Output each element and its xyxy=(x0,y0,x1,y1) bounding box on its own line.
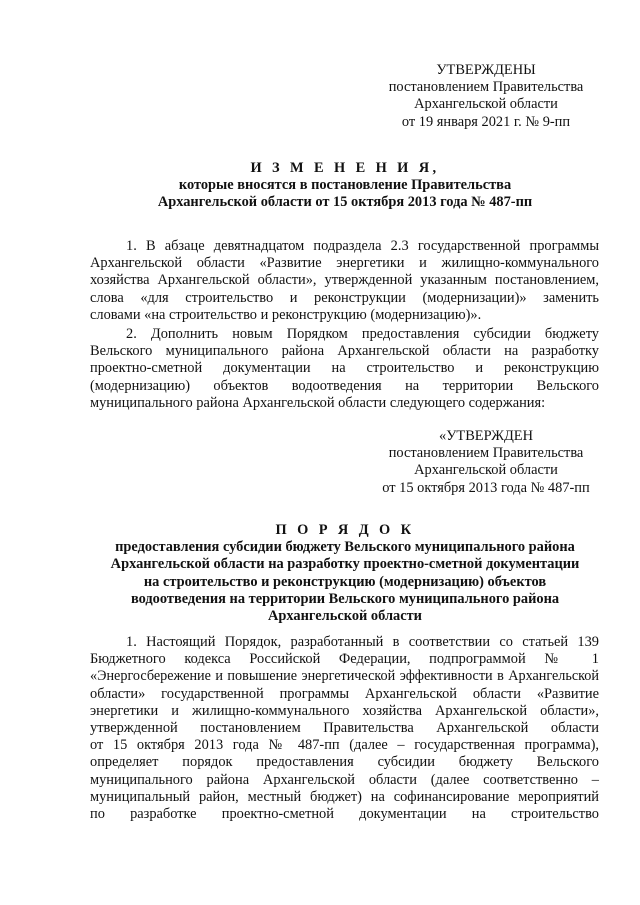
paragraph-line: 2. Дополнить новым Порядком предоставления субсидии бюджету xyxy=(126,326,599,342)
order-heading: П О Р Я Д О К xyxy=(275,522,415,538)
changes-subtitle-line: Архангельской области от 15 октября 2013 года № 487-пп xyxy=(157,194,533,211)
changes-heading: И З М Е Н Е Н И Я, xyxy=(250,160,440,176)
item-1-paragraph xyxy=(90,238,599,324)
inner-approval-line: «УТВЕРЖДЕН xyxy=(439,428,533,444)
paragraph-line: муниципальный район, местный бюджет) на софинансирование мероприятий xyxy=(90,788,599,805)
order-subtitle-line: на строительство и реконструкцию (модернизацию) объектов xyxy=(143,573,547,590)
order-subtitle-line: Архангельской области xyxy=(268,608,422,625)
paragraph-line: проектно-сметной документации на строительство и реконструкцию xyxy=(90,360,599,377)
paragraph-line: словами «на строительство и реконструкцию (модернизацию)». xyxy=(90,306,482,323)
order-item-1-paragraph xyxy=(90,634,599,823)
paragraph-line: области» государственной программы Архангельской области «Развитие xyxy=(90,685,599,702)
paragraph-line: муниципального района Архангельской области следующего содержания: xyxy=(90,394,546,411)
paragraph-line: утвержденной постановлением Правительства Архангельской области xyxy=(90,719,599,736)
paragraph-line: 1. В абзаце девятнадцатом подраздела 2.3 государственной программы xyxy=(126,238,599,254)
approval-stamp-line: Архангельской области xyxy=(414,96,558,113)
paragraph-line: Бюджетного кодекса Российской Федерации, подпрограммой № 1 xyxy=(90,651,599,668)
item-2-paragraph xyxy=(90,326,599,412)
changes-title xyxy=(90,160,600,212)
paragraph-line: «Энергосбережение и повышение энергетической эффективности в Архангельской xyxy=(90,668,599,685)
order-subtitle-line: Архангельской области на разработку проектно-сметной документации xyxy=(110,556,580,573)
approval-stamp-line: от 19 января 2021 г. № 9-пп xyxy=(401,113,571,130)
paragraph-line: хозяйства Архангельской области», утвержденной указанным постановлением, xyxy=(90,272,599,289)
paragraph-line: Вельского муниципального района Архангельской области на разработку xyxy=(90,343,599,360)
order-title xyxy=(90,522,600,625)
paragraph-line: энергетики и жилищно-коммунального хозяйства Архангельской области», xyxy=(90,702,599,719)
inner-approval-stamp xyxy=(360,428,612,497)
approval-stamp xyxy=(360,62,612,131)
paragraph-line: (модернизацию) объектов водоотведения на территории Вельского xyxy=(90,377,599,394)
approval-stamp-line: УТВЕРЖДЕНЫ xyxy=(436,62,536,78)
approval-stamp-line: постановлением Правительства xyxy=(388,79,584,96)
paragraph-line: слова «для строительство и реконструкции (модернизации)» заменить xyxy=(90,289,599,306)
paragraph-line: Архангельской области «Развитие энергетики и жилищно-коммунального xyxy=(90,255,599,272)
paragraph-line: 1. Настоящий Порядок, разработанный в соответствии со статьей 139 xyxy=(126,634,599,650)
inner-approval-line: от 15 октября 2013 года № 487-пп xyxy=(382,479,590,496)
changes-subtitle-line: которые вносятся в постановление Правительства xyxy=(178,177,512,194)
paragraph-line: от 15 октября 2013 года № 487-пп (далее – государственная программа), xyxy=(90,737,599,754)
inner-approval-line: Архангельской области xyxy=(414,462,558,479)
order-subtitle-line: водоотведения на территории Вельского муниципального района xyxy=(130,590,560,607)
paragraph-line: определяет порядок предоставления субсидии бюджету Вельского xyxy=(90,754,599,771)
order-subtitle-line: предоставления субсидии бюджету Вельского муниципального района xyxy=(115,539,575,556)
paragraph-line: муниципального района Архангельской области (далее соответственно – xyxy=(90,771,599,788)
paragraph-line: по разработке проектно-сметной документации на строительство xyxy=(90,805,599,822)
inner-approval-line: постановлением Правительства xyxy=(388,445,584,462)
